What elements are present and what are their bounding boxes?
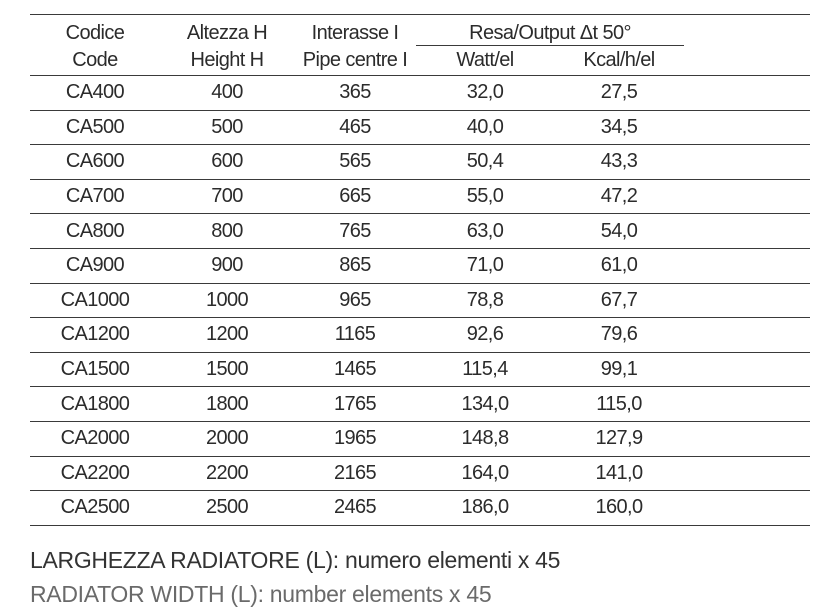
radiator-spec-table-container [30, 14, 810, 526]
footer-note [30, 543, 560, 611]
cell-watt: 134,0 [416, 387, 554, 422]
table-row [30, 421, 810, 456]
row-spacer [684, 491, 810, 526]
cell-pipe-centre: 865 [294, 248, 416, 283]
cell-watt: 92,6 [416, 318, 554, 353]
cell-watt: 186,0 [416, 491, 554, 526]
cell-watt: 115,4 [416, 352, 554, 387]
cell-kcal: 127,9 [554, 421, 684, 456]
cell-pipe-centre: 965 [294, 283, 416, 318]
cell-pipe-centre: 365 [294, 76, 416, 111]
cell-watt: 40,0 [416, 110, 554, 145]
header-watt: Watt/el [416, 45, 554, 76]
table-row [30, 456, 810, 491]
row-spacer [684, 318, 810, 353]
cell-kcal: 79,6 [554, 318, 684, 353]
cell-height: 1800 [160, 387, 294, 422]
table-row [30, 283, 810, 318]
cell-code: CA2200 [30, 456, 160, 491]
radiator-spec-table [30, 14, 810, 526]
row-spacer [684, 248, 810, 283]
header-kcal: Kcal/h/el [554, 45, 684, 76]
table-body [30, 76, 810, 526]
header-height-it: Altezza H [160, 15, 294, 46]
table-row [30, 110, 810, 145]
header-pipe-centre-en: Pipe centre I [294, 45, 416, 76]
row-spacer [684, 421, 810, 456]
cell-code: CA600 [30, 145, 160, 180]
row-spacer [684, 387, 810, 422]
table-row [30, 145, 810, 180]
table-header [30, 15, 810, 76]
header-output-group-divider [416, 45, 684, 46]
cell-kcal: 34,5 [554, 110, 684, 145]
cell-kcal: 61,0 [554, 248, 684, 283]
table-row [30, 387, 810, 422]
cell-pipe-centre: 465 [294, 110, 416, 145]
cell-watt: 32,0 [416, 76, 554, 111]
table-row [30, 491, 810, 526]
header-output-group [416, 15, 684, 46]
cell-height: 500 [160, 110, 294, 145]
cell-kcal: 67,7 [554, 283, 684, 318]
cell-pipe-centre: 2165 [294, 456, 416, 491]
cell-kcal: 115,0 [554, 387, 684, 422]
header-height-en: Height H [160, 45, 294, 76]
header-output-group-label: Resa/Output Δt 50° [469, 22, 631, 44]
row-spacer [684, 214, 810, 249]
cell-height: 900 [160, 248, 294, 283]
cell-pipe-centre: 1165 [294, 318, 416, 353]
cell-watt: 55,0 [416, 179, 554, 214]
cell-height: 400 [160, 76, 294, 111]
cell-pipe-centre: 665 [294, 179, 416, 214]
header-code-it: Codice [30, 15, 160, 46]
cell-kcal: 141,0 [554, 456, 684, 491]
cell-kcal: 99,1 [554, 352, 684, 387]
cell-code: CA900 [30, 248, 160, 283]
cell-watt: 164,0 [416, 456, 554, 491]
cell-code: CA800 [30, 214, 160, 249]
table-row [30, 179, 810, 214]
cell-pipe-centre: 765 [294, 214, 416, 249]
cell-height: 1200 [160, 318, 294, 353]
table-row [30, 248, 810, 283]
cell-height: 700 [160, 179, 294, 214]
cell-pipe-centre: 1965 [294, 421, 416, 456]
cell-kcal: 27,5 [554, 76, 684, 111]
table-row [30, 318, 810, 353]
header-spacer [684, 15, 810, 46]
cell-height: 1500 [160, 352, 294, 387]
cell-kcal: 160,0 [554, 491, 684, 526]
cell-code: CA1500 [30, 352, 160, 387]
row-spacer [684, 352, 810, 387]
cell-pipe-centre: 2465 [294, 491, 416, 526]
cell-height: 600 [160, 145, 294, 180]
cell-pipe-centre: 1465 [294, 352, 416, 387]
cell-code: CA2500 [30, 491, 160, 526]
cell-code: CA700 [30, 179, 160, 214]
row-spacer [684, 283, 810, 318]
row-spacer [684, 179, 810, 214]
cell-kcal: 43,3 [554, 145, 684, 180]
cell-watt: 78,8 [416, 283, 554, 318]
footer-note-it: LARGHEZZA RADIATORE (L): numero elementi x 45 [30, 547, 561, 573]
cell-kcal: 47,2 [554, 179, 684, 214]
cell-code: CA1800 [30, 387, 160, 422]
cell-height: 2500 [160, 491, 294, 526]
cell-kcal: 54,0 [554, 214, 684, 249]
cell-height: 2200 [160, 456, 294, 491]
cell-height: 2000 [160, 421, 294, 456]
cell-pipe-centre: 1765 [294, 387, 416, 422]
row-spacer [684, 145, 810, 180]
cell-watt: 71,0 [416, 248, 554, 283]
row-spacer [684, 110, 810, 145]
header-code-en: Code [30, 45, 160, 76]
cell-height: 1000 [160, 283, 294, 318]
cell-code: CA1000 [30, 283, 160, 318]
footer-note-en: RADIATOR WIDTH (L): number elements x 45 [30, 581, 492, 607]
cell-pipe-centre: 565 [294, 145, 416, 180]
header-spacer [684, 45, 810, 76]
table-row [30, 352, 810, 387]
table-row [30, 214, 810, 249]
cell-code: CA400 [30, 76, 160, 111]
cell-code: CA1200 [30, 318, 160, 353]
header-pipe-centre-it: Interasse I [294, 15, 416, 46]
cell-watt: 63,0 [416, 214, 554, 249]
table-row [30, 76, 810, 111]
row-spacer [684, 456, 810, 491]
cell-watt: 50,4 [416, 145, 554, 180]
cell-height: 800 [160, 214, 294, 249]
cell-watt: 148,8 [416, 421, 554, 456]
cell-code: CA500 [30, 110, 160, 145]
cell-code: CA2000 [30, 421, 160, 456]
row-spacer [684, 76, 810, 111]
